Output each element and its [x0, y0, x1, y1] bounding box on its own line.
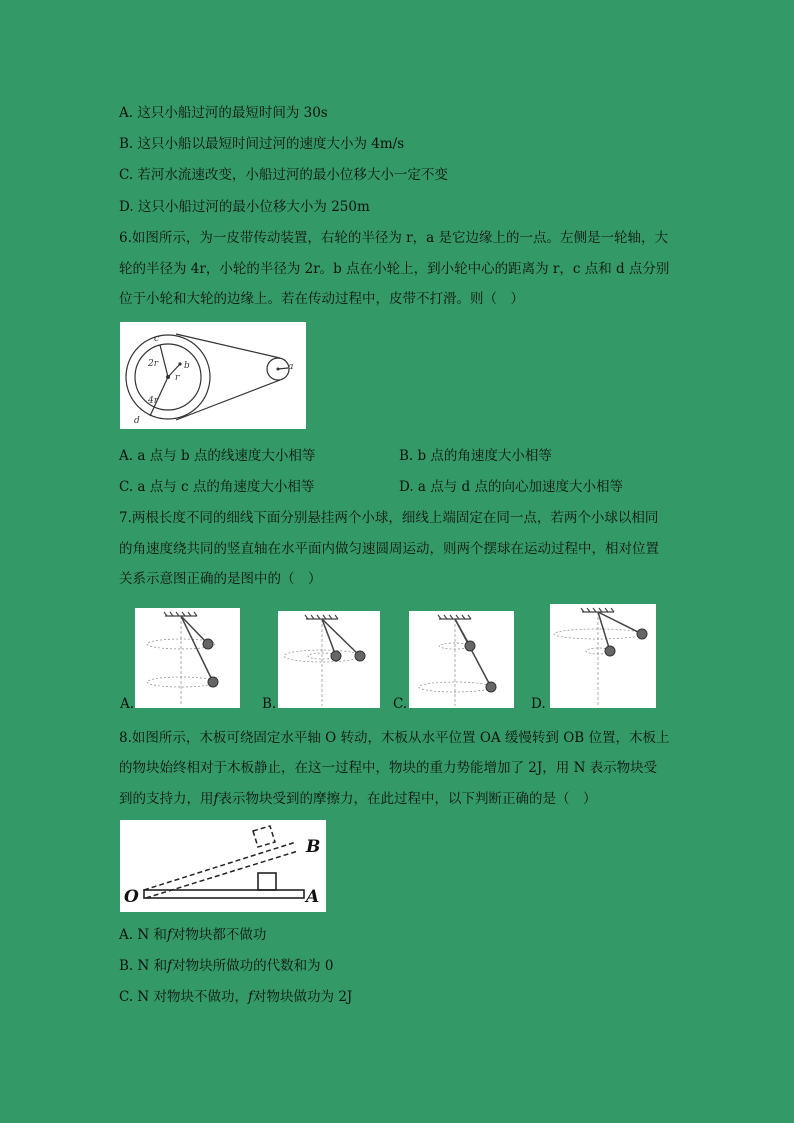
label-a: a [288, 362, 294, 372]
f-symbol: f [248, 989, 254, 1005]
q7-choice-b-label: B. [262, 696, 277, 712]
q8-option-a [119, 925, 266, 945]
q7-figure-c [409, 611, 514, 708]
q8-stem-line-3-pre: 到的支持力，用 [119, 791, 214, 807]
q7-figure-a [135, 608, 240, 708]
q8-option-c-post: 对物块做功为 2J [253, 989, 353, 1005]
q8-option-b-pre: B. N 和 [119, 958, 168, 974]
q8-stem-line-3 [119, 789, 597, 809]
q8-stem-line-2: 的物块始终相对于木板静止，在这一过程中，物块的重力势能增加了 2J，用 N 表示物块受 [119, 760, 658, 776]
q8-option-b [119, 956, 334, 976]
q7-stem-line-3: 关系示意图正确的是图中的（ ） [119, 571, 322, 587]
q8-option-c [119, 987, 352, 1007]
q5-option-b: B. 这只小船以最短时间过河的速度大小为 4m/s [119, 136, 405, 152]
label-a-point: A [306, 887, 320, 907]
f-symbol: f [213, 791, 219, 807]
label-b-point: B [306, 837, 321, 857]
q5-option-c: C. 若河水流速改变，小船过河的最小位移大小一定不变 [119, 167, 448, 183]
q6-option-d: D. a 点与 d 点的向心加速度大小相等 [399, 479, 623, 495]
f-symbol: f [167, 958, 173, 974]
label-b: b [184, 361, 190, 371]
belt-drive-figure [120, 322, 306, 429]
q7-choice-a-label: A. [120, 696, 135, 712]
q7-stem-line-2: 的角速度绕共同的竖直轴在水平面内做匀速圆周运动，则两个摆球在运动过程中，相对位置 [119, 541, 659, 557]
q8-option-a-post: 对物块都不做功 [171, 927, 267, 943]
q7-stem-line-1: 7.两根长度不同的细线下面分别悬挂两个小球，细线上端固定在同一点，若两个小球以相同 [119, 510, 659, 526]
q7-choice-d-label: D. [531, 696, 546, 712]
label-4r: 4r [148, 396, 159, 406]
q6-option-b: B. b 点的角速度大小相等 [399, 448, 552, 464]
label-o: O [124, 887, 139, 907]
label-c: c [154, 334, 160, 344]
label-r-left: r [175, 373, 180, 383]
q8-option-c-pre: C. N 对物块不做功， [119, 989, 249, 1005]
q6-stem-line-1: 6.如图所示，为一皮带传动装置，右轮的半径为 r，a 是它边缘上的一点。左侧是一轮轴，大 [119, 230, 668, 246]
q7-choice-c-label: C. [393, 696, 408, 712]
q7-figure-d [550, 604, 656, 708]
label-2r: 2r [148, 359, 159, 369]
q8-stem-line-3-post: 表示物块受到的摩擦力，在此过程中，以下判断正确的是（ ） [218, 791, 597, 807]
q6-option-a: A. a 点与 b 点的线速度大小相等 [119, 448, 316, 464]
q5-option-a: A. 这只小船过河的最短时间为 30s [119, 105, 328, 121]
q8-option-b-post: 对物块所做功的代数和为 0 [172, 958, 334, 974]
rotating-board-figure [120, 820, 326, 912]
q6-stem-line-3: 位于小轮和大轮的边缘上。若在传动过程中，皮带不打滑。则（ ） [119, 291, 524, 307]
label-d: d [134, 416, 140, 426]
q8-option-a-pre: A. N 和 [119, 927, 167, 943]
f-symbol: f [166, 927, 172, 943]
q5-option-d: D. 这只小船过河的最小位移大小为 250m [119, 199, 370, 215]
q8-stem-line-1: 8.如图所示，木板可绕固定水平轴 O 转动，木板从水平位置 OA 缓慢转到 OB 位置，木板上 [119, 730, 670, 746]
q7-figure-b [278, 611, 380, 708]
q6-option-c: C. a 点与 c 点的角速度大小相等 [119, 479, 315, 495]
q6-stem-line-2: 轮的半径为 4r，小轮的半径为 2r。b 点在小轮上，到小轮中心的距离为 r，c 点和 d 点分别 [119, 261, 670, 277]
